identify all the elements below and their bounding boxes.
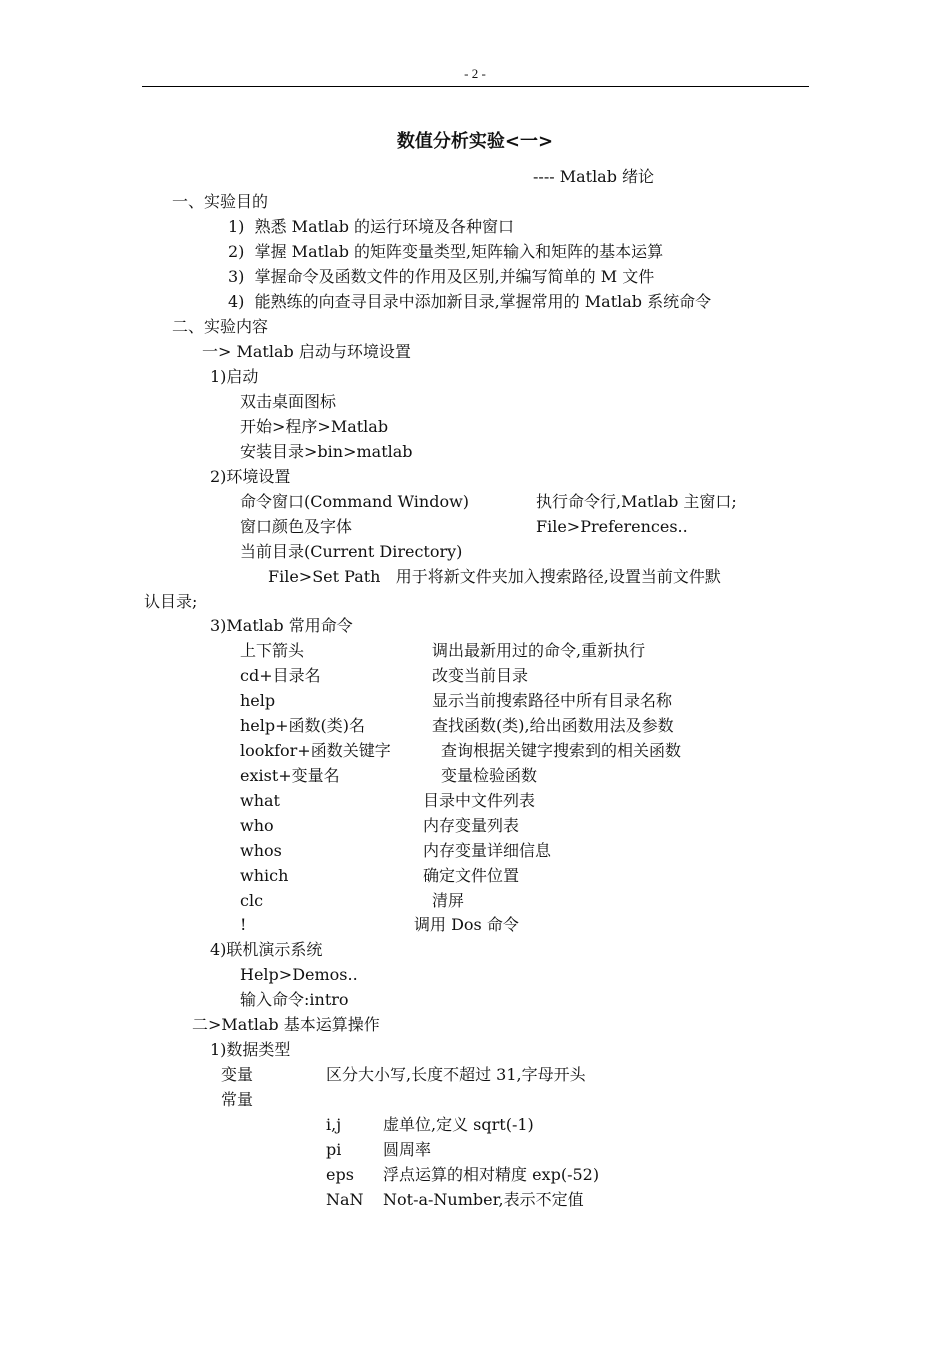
env-heading: 2)环境设置 <box>210 467 291 486</box>
constant-name: NaN <box>326 1190 364 1209</box>
header-rule <box>142 86 809 87</box>
objective-item: 4) 能熟练的向查寻目录中添加新目录,掌握常用的 Matlab 系统命令 <box>228 292 712 311</box>
command-desc: 目录中文件列表 <box>423 791 536 810</box>
command-desc: 调出最新用过的命令,重新执行 <box>432 641 646 660</box>
command-name: whos <box>240 841 282 860</box>
objective-item: 3) 掌握命令及函数文件的作用及区别,并编写简单的 M 文件 <box>228 267 655 286</box>
constant-label: 常量 <box>221 1090 254 1109</box>
constant-desc: 浮点运算的相对精度 exp(-52) <box>383 1165 600 1184</box>
startup-item: 安装目录>bin>matlab <box>240 442 413 461</box>
env-row-value: File>Preferences.. <box>536 517 688 536</box>
command-name: exist+变量名 <box>240 766 340 785</box>
objective-item: 2) 掌握 Matlab 的矩阵变量类型,矩阵输入和矩阵的基本运算 <box>228 242 664 261</box>
command-desc: 改变当前目录 <box>432 666 529 685</box>
command-name: help+函数(类)名 <box>240 716 366 735</box>
section-heading-objectives: 一、实验目的 <box>172 192 269 211</box>
env-row-label: 命令窗口(Command Window) <box>240 492 470 511</box>
subsection-heading-basic-ops: 二>Matlab 基本运算操作 <box>192 1015 380 1034</box>
subsection-heading-startup-env: 一> Matlab 启动与环境设置 <box>202 342 411 361</box>
command-name: cd+目录名 <box>240 666 321 685</box>
constant-name: i,j <box>326 1115 342 1134</box>
command-desc: 调用 Dos 命令 <box>414 915 519 934</box>
command-desc: 内存变量列表 <box>423 816 520 835</box>
constant-name: pi <box>326 1140 342 1159</box>
document-subtitle: ---- Matlab 绪论 <box>533 167 655 186</box>
constant-name: eps <box>326 1165 354 1184</box>
command-name: who <box>240 816 274 835</box>
command-desc: 清屏 <box>432 891 465 910</box>
command-name: lookfor+函数关键字 <box>240 741 391 760</box>
command-desc: 查询根据关键字搜索到的相关函数 <box>441 741 682 760</box>
page-number: - 2 - <box>464 66 486 81</box>
demo-item: 输入命令:intro <box>240 990 349 1009</box>
command-name: what <box>240 791 280 810</box>
command-name: help <box>240 691 276 710</box>
document-title: 数值分析实验<一> <box>396 131 554 152</box>
command-desc: 查找函数(类),给出函数用法及参数 <box>432 716 674 735</box>
set-path-continuation: 认目录; <box>144 592 198 611</box>
commands-heading: 3)Matlab 常用命令 <box>210 616 353 635</box>
env-row-label: 窗口颜色及字体 <box>240 517 353 536</box>
startup-heading: 1)启动 <box>210 367 259 386</box>
demo-item: Help>Demos.. <box>240 965 358 984</box>
variable-label: 变量 <box>221 1065 254 1084</box>
objective-item: 1) 熟悉 Matlab 的运行环境及各种窗口 <box>228 217 515 236</box>
command-name: 上下箭头 <box>240 641 305 660</box>
command-desc: 内存变量详细信息 <box>423 841 552 860</box>
startup-item: 双击桌面图标 <box>240 392 337 411</box>
demo-heading: 4)联机演示系统 <box>210 940 323 959</box>
env-row-value: 执行命令行,Matlab 主窗口; <box>536 492 737 511</box>
constant-desc: 圆周率 <box>383 1140 432 1159</box>
command-desc: 确定文件位置 <box>423 866 520 885</box>
command-name: ! <box>240 915 247 934</box>
command-desc: 显示当前搜索路径中所有目录名称 <box>432 691 673 710</box>
command-name: clc <box>240 891 264 910</box>
env-row-label: 当前目录(Current Directory) <box>240 542 463 561</box>
variable-desc: 区分大小写,长度不超过 31,字母开头 <box>326 1065 586 1084</box>
command-desc: 变量检验函数 <box>441 766 538 785</box>
constant-desc: 虚单位,定义 sqrt(-1) <box>383 1115 534 1134</box>
startup-item: 开始>程序>Matlab <box>240 417 389 436</box>
datatypes-heading: 1)数据类型 <box>210 1040 291 1059</box>
set-path-line: File>Set Path 用于将新文件夹加入搜索路径,设置当前文件默 <box>268 567 721 586</box>
constant-desc: Not-a-Number,表示不定值 <box>383 1190 584 1209</box>
command-name: which <box>240 866 289 885</box>
section-heading-content: 二、实验内容 <box>172 317 269 336</box>
